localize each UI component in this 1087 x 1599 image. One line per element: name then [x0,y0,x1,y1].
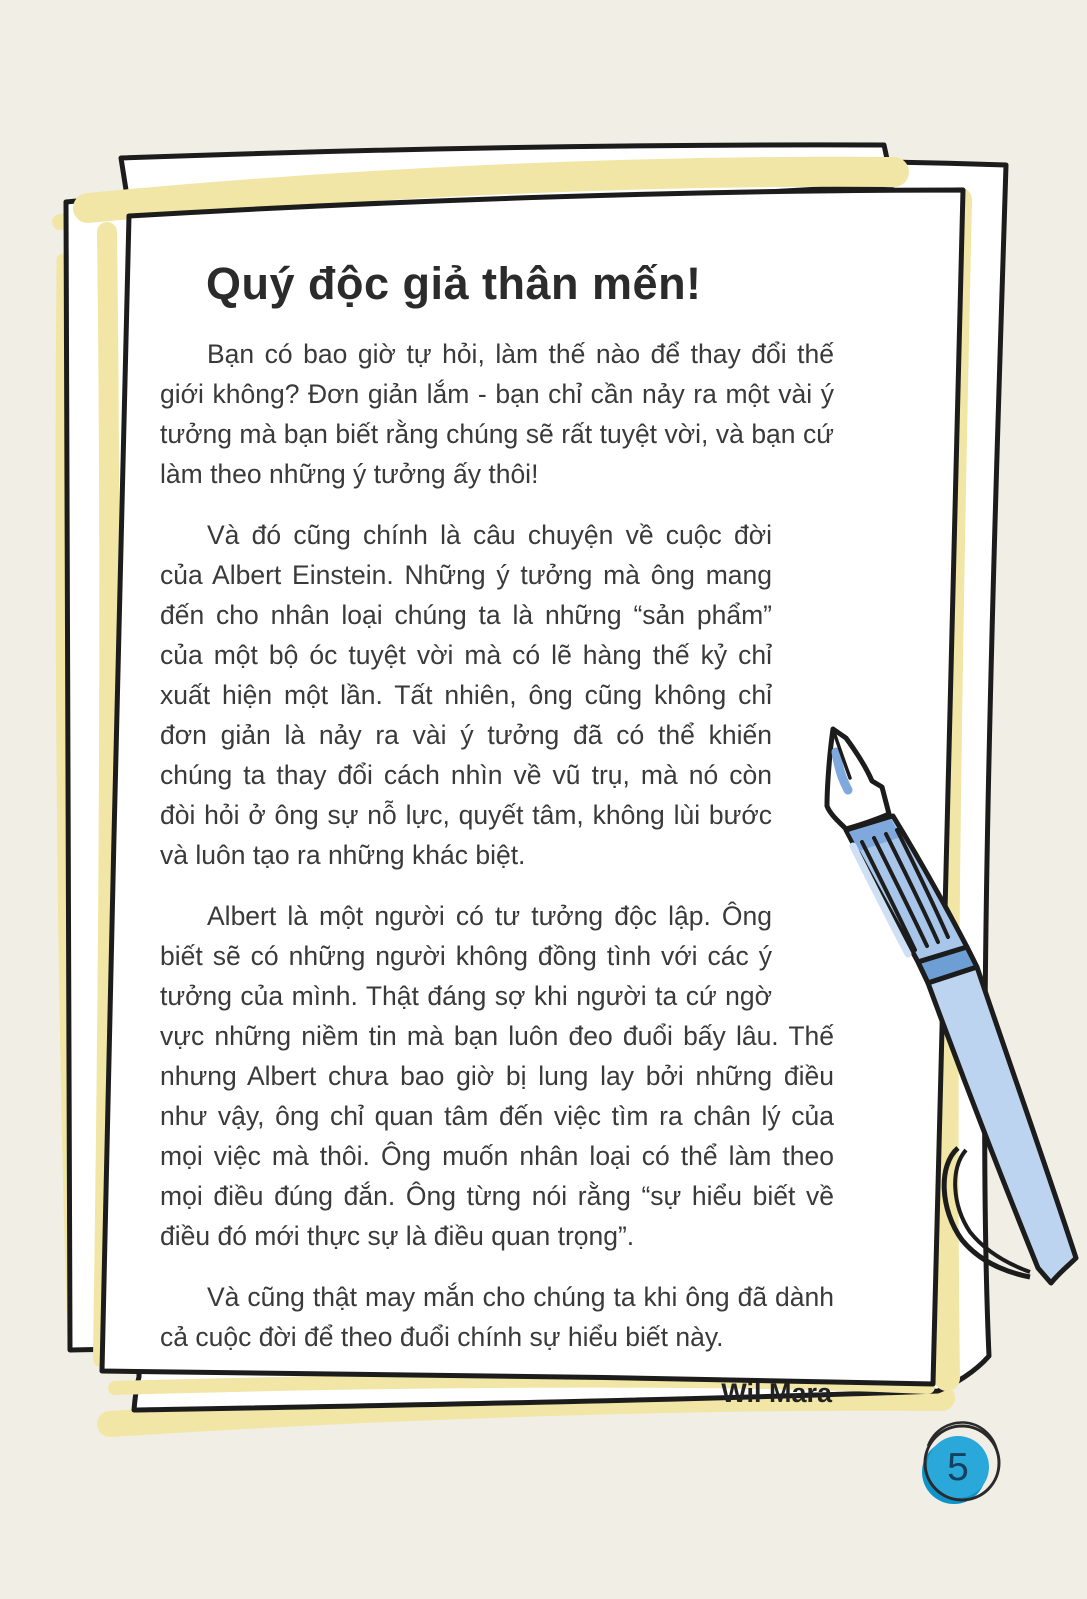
pen-text-wrap-spacer [772,715,834,1015]
page-number: 5 [947,1446,969,1489]
letter-title: Quý độc giả thân mến! [206,258,702,309]
letter-paragraph: Bạn có bao giờ tự hỏi, làm thế nào để thay đổi thế giới không? Đơn giản lắm - bạn chỉ cần nảy ra một vài ý tưởng mà bạn biết rằng chúng sẽ rất tuyệt vời, và bạn cứ làm theo những ý tưởng ấy thôi! [160,339,834,489]
letter-paragraph: Và cũng thật may mắn cho chúng ta khi ông đã dành cả cuộc đời để theo đuổi chính sự hiểu biết này. [160,1282,834,1352]
letter-body [160,258,834,1409]
letter-paragraph: Albert là một người có tư tưởng độc lập. Ông biết sẽ có những người không đồng tình với các ý tưởng của mình. Thật đáng sợ khi người ta cứ ngờ vực những niềm tin mà bạn luôn đeo đuổi bấy lâu. Thế nhưng Albert chưa bao giờ bị lung lay bởi những điều như vậy, ông chỉ quan tâm đến việc tìm ra chân lý của mọi việc mà thôi. Ông muốn nhân loại có thể làm theo mọi điều đúng đắn. Ông từng nói rằng “sự hiểu biết về điều đó mới thực sự là điều quan trọng”. [160,901,834,1251]
letter-paragraph: Và đó cũng chính là câu chuyện về cuộc đời của Albert Einstein. Những ý tưởng mà ông mang đến cho nhân loại chúng ta là những “sản phẩm” của một bộ óc tuyệt vời mà có lẽ hàng thế kỷ chỉ xuất hiện một lần. Tất nhiên, ông cũng không chỉ đơn giản là nảy ra vài ý tưởng đã có thể khiến chúng ta thay đổi cách nhìn về vũ trụ, mà nó còn đòi hỏi ở ông sự nỗ lực, quyết tâm, không lùi bước và luôn tạo ra những khác biệt. [160,520,772,870]
author-signature: Wil Mara [721,1378,832,1408]
